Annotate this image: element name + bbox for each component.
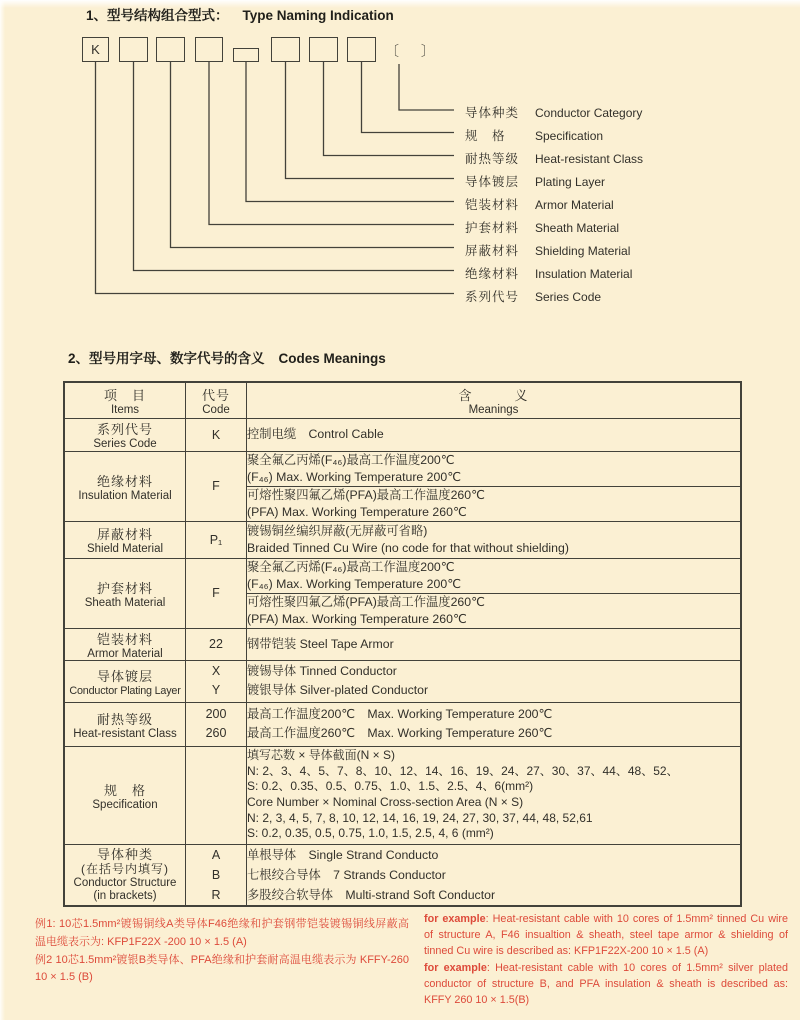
label-cn: 导体镀层 <box>465 175 520 189</box>
sheath-item-en: Sheath Material <box>84 596 166 609</box>
section2-title-en: Codes Meanings <box>278 351 386 366</box>
label-en: Specification <box>535 129 604 143</box>
label-en: Shielding Material <box>535 244 631 258</box>
section1-title-cn: 1、型号结构组合型式： <box>86 8 229 23</box>
meaning-line-en: (F₄₆) Max. Working Temperature 200℃ <box>247 469 462 484</box>
type-box-sheath <box>195 37 223 62</box>
insulation-code: F <box>186 451 247 521</box>
label-en: Heat-resistant Class <box>535 152 644 166</box>
conductor-code-b: B <box>211 867 221 882</box>
header-code <box>186 382 247 418</box>
example-2-lead: for example <box>424 961 487 974</box>
spec-line: 填写芯数 × 导体截面(N × S) <box>247 748 396 763</box>
meaning-line-en: (F₄₆) Max. Working Temperature 200℃ <box>247 576 462 591</box>
conductor-item <box>64 844 186 906</box>
series-meaning: 控制电缆 Control Cable <box>247 418 742 451</box>
plating-code-y: Y <box>211 683 221 697</box>
conductor-item-cn2: (在括号内填写) <box>81 861 169 876</box>
conductor-code-a: A <box>211 847 221 862</box>
plating-item-en: Conductor Plating Layer <box>69 684 181 697</box>
plating-code-x: X <box>211 663 221 678</box>
armor-meaning: 钢带铠装 Steel Tape Armor <box>247 628 742 660</box>
insulation-meaning-1 <box>247 451 742 486</box>
armor-item-cn: 铠装材料 <box>96 631 153 647</box>
conductor-item-cn1: 导体种类 <box>96 846 153 862</box>
diagram-label-sheath-material <box>465 218 619 236</box>
meaning-line-cn: 聚全氟乙丙烯(F₄₆)最高工作温度200℃ <box>247 559 455 574</box>
plating-codes <box>186 660 247 702</box>
header-meanings-cn: 含 义 <box>458 387 529 403</box>
label-cn: 铠装材料 <box>465 198 520 212</box>
example-1-en <box>424 911 788 960</box>
armor-item <box>64 628 186 660</box>
meaning-line-en: (PFA) Max. Working Temperature 260℃ <box>247 504 467 519</box>
diagram-label-specification <box>465 126 603 144</box>
example-2-rest: : Heat-resistant cable with 10 cores of 1.5mm² silver plated conductor of structure B, and PFA insulation & sheath is described as: KFFY 260 10 × 1.5(B) <box>424 961 789 1006</box>
section1-title-en: Type Naming Indication <box>242 8 394 23</box>
label-en: Insulation Material <box>535 267 633 281</box>
shield-meaning <box>247 521 742 558</box>
sheath-meaning-2 <box>247 593 742 628</box>
label-en: Armor Material <box>535 198 614 212</box>
spec-item <box>64 746 186 844</box>
label-cn: 规 格 <box>465 129 506 143</box>
heat-codes <box>186 702 247 746</box>
row-heat-resistant-class <box>64 702 741 746</box>
heat-meaning-260: 最高工作温度260℃ Max. Working Temperature 260℃ <box>247 726 553 740</box>
type-bracket-conductor-category: 〔 〕 <box>385 43 444 59</box>
diagram-label-plating-layer <box>465 172 605 190</box>
series-code: K <box>186 418 247 451</box>
heat-meaning-200: 最高工作温度200℃ Max. Working Temperature 200℃ <box>247 706 553 721</box>
header-items-cn: 项 目 <box>103 387 146 403</box>
row-shield-material <box>64 521 741 558</box>
heat-meanings <box>247 702 742 746</box>
conductor-meanings <box>247 844 742 906</box>
shield-item <box>64 521 186 558</box>
heat-code-200: 200 <box>205 706 227 721</box>
meaning-line-cn: 可熔性聚四氟乙烯(PFA)最高工作温度260℃ <box>247 594 485 609</box>
type-box-heat-class <box>309 37 338 62</box>
row-conductor-structure <box>64 844 741 906</box>
header-code-en: Code <box>202 403 230 416</box>
spec-line: Core Number × Nominal Cross-section Area (N × S) <box>247 795 524 809</box>
row-series-code <box>64 418 741 451</box>
example-1-lead: for example <box>424 913 486 925</box>
type-box-shielding <box>156 37 185 62</box>
plating-meaning-x: 镀锡导体 Tinned Conductor <box>247 663 397 678</box>
plating-meaning-y: 镀银导体 Silver-plated Conductor <box>247 683 429 697</box>
type-box-plating <box>271 37 300 62</box>
label-en: Sheath Material <box>535 221 620 235</box>
heat-item-en: Heat-resistant Class <box>73 727 177 740</box>
label-en: Conductor Category <box>535 106 643 120</box>
label-en: Series Code <box>535 290 602 304</box>
header-meanings-en: Meanings <box>468 403 519 416</box>
example-1-cn: 例1: 10芯1.5mm²镀锡铜线A类导体F46绝缘和护套钢带铠装镀锡铜线屏蔽高温电缆表示为: KFP1F22X -200 10 × 1.5 (A) <box>35 918 409 948</box>
type-box-armor <box>233 48 259 62</box>
diagram-label-insulation-material <box>465 264 632 282</box>
type-naming-diagram <box>0 0 800 335</box>
plating-item-cn: 导体镀层 <box>96 668 153 684</box>
meaning-line-en: (PFA) Max. Working Temperature 260℃ <box>247 611 467 626</box>
meaning-line-cn: 可熔性聚四氟乙烯(PFA)最高工作温度260℃ <box>247 487 485 502</box>
meaning-line-cn: 镀锡铜丝编织屏蔽(无屏蔽可省略) <box>247 523 428 538</box>
spec-meanings <box>247 746 742 844</box>
shield-code: P₁ <box>186 521 247 558</box>
row-sheath-1 <box>64 558 741 593</box>
diagram-label-heat-class <box>465 149 643 167</box>
conductor-meaning-b: 七根绞合导体 7 Strands Conductor <box>247 867 446 882</box>
spec-line: N: 2, 3, 4, 5, 7, 8, 10, 12, 14, 16, 19, 24, 27, 30, 37, 44, 48, 52,61 <box>247 810 593 825</box>
armor-item-en: Armor Material <box>87 647 163 660</box>
type-box-series-code: K <box>91 42 100 57</box>
conductor-item-en1: Conductor Structure <box>73 876 177 889</box>
diagram-label-series-code <box>465 287 601 305</box>
sheath-item <box>64 558 186 628</box>
example-1-rest: : Heat-resistant cable with 10 cores of 1.5mm² tinned Cu wire of structure A, F46 insualtion & sheath, steel tape armor & shielding of tinned Cu wire is described as: KFP1F22X-200 10 × 1.5 (A) <box>424 913 788 958</box>
insulation-meaning-2 <box>247 486 742 521</box>
row-armor-material <box>64 628 741 660</box>
row-conductor-plating <box>64 660 741 702</box>
conductor-meaning-r: 多股绞合软导体 Multi-strand Soft Conductor <box>247 887 496 902</box>
spec-line: S: 0.2, 0.35, 0.5, 0.75, 1.0, 1.5, 2.5, 4, 6 (mm²) <box>247 826 494 841</box>
example-text-en <box>424 911 788 1008</box>
shield-item-en: Shield Material <box>86 543 164 555</box>
header-code-cn: 代号 <box>201 387 230 403</box>
meaning-line-en: Braided Tinned Cu Wire (no code for that without shielding) <box>247 540 569 555</box>
insulation-item <box>64 451 186 521</box>
label-cn: 导体种类 <box>465 106 520 120</box>
diagram-label-armor-material <box>465 195 614 213</box>
type-box-series <box>82 37 109 62</box>
heat-item-cn: 耐热等级 <box>96 711 153 727</box>
label-cn: 绝缘材料 <box>465 267 520 281</box>
example-2-en <box>424 960 788 1009</box>
header-items-en: Items <box>110 403 140 416</box>
series-item-cn: 系列代号 <box>96 422 153 437</box>
conductor-code-r: R <box>211 887 221 902</box>
type-box-insulation <box>119 37 148 62</box>
conductor-codes <box>186 844 247 906</box>
row-insulation-1 <box>64 451 741 486</box>
conductor-meaning-a: 单根导体 Single Strand Conducto <box>247 847 439 862</box>
series-item-en: Series Code <box>93 438 157 450</box>
series-item <box>64 418 186 451</box>
armor-code: 22 <box>186 628 247 660</box>
plating-item <box>64 660 186 702</box>
conductor-item-en2: (in brackets) <box>93 889 157 902</box>
label-cn: 屏蔽材料 <box>465 244 520 258</box>
shield-item-cn: 屏蔽材料 <box>96 527 153 542</box>
spec-line: S: 0.2、0.35、0.5、0.75、1.0、1.5、2.5、4、6(mm²) <box>247 779 534 794</box>
label-en: Plating Layer <box>535 175 606 189</box>
meaning-line-cn: 聚全氟乙丙烯(F₄₆)最高工作温度200℃ <box>247 452 455 467</box>
diagram-label-conductor-category <box>465 103 642 121</box>
diagram-label-shielding-material <box>465 241 630 259</box>
codes-meanings-table <box>63 381 742 907</box>
label-cn: 耐热等级 <box>465 152 520 166</box>
heat-item <box>64 702 186 746</box>
heat-code-260: 260 <box>205 726 227 740</box>
row-specification <box>64 746 741 844</box>
table-header-row <box>64 382 741 418</box>
sheath-item-cn: 护套材料 <box>96 580 153 596</box>
label-cn: 系列代号 <box>465 290 520 304</box>
label-cn: 护套材料 <box>465 221 520 235</box>
section2-title-cn: 2、型号用字母、数字代号的含义 <box>68 351 265 366</box>
type-box-specification <box>347 37 376 62</box>
example-2-cn: 例2 10芯1.5mm²镀银B类导体、PFA绝缘和护套耐高温电缆表示为 KFFY-260 10 × 1.5 (B) <box>35 953 409 984</box>
insulation-item-en: Insulation Material <box>78 489 172 502</box>
example-text-cn <box>35 916 409 987</box>
sheath-code: F <box>186 558 247 628</box>
spec-item-cn: 规 格 <box>103 782 146 798</box>
section2-title <box>68 347 386 367</box>
spec-code <box>186 746 247 844</box>
plating-meanings <box>247 660 742 702</box>
spec-item-en: Specification <box>92 798 158 811</box>
header-meanings <box>247 382 742 418</box>
header-items <box>64 382 186 418</box>
spec-line: N: 2、3、4、5、7、8、10、12、14、16、19、24、27、30、37、44、48、52、 <box>247 763 679 778</box>
insulation-item-cn: 绝缘材料 <box>96 473 153 489</box>
sheath-meaning-1 <box>247 558 742 593</box>
